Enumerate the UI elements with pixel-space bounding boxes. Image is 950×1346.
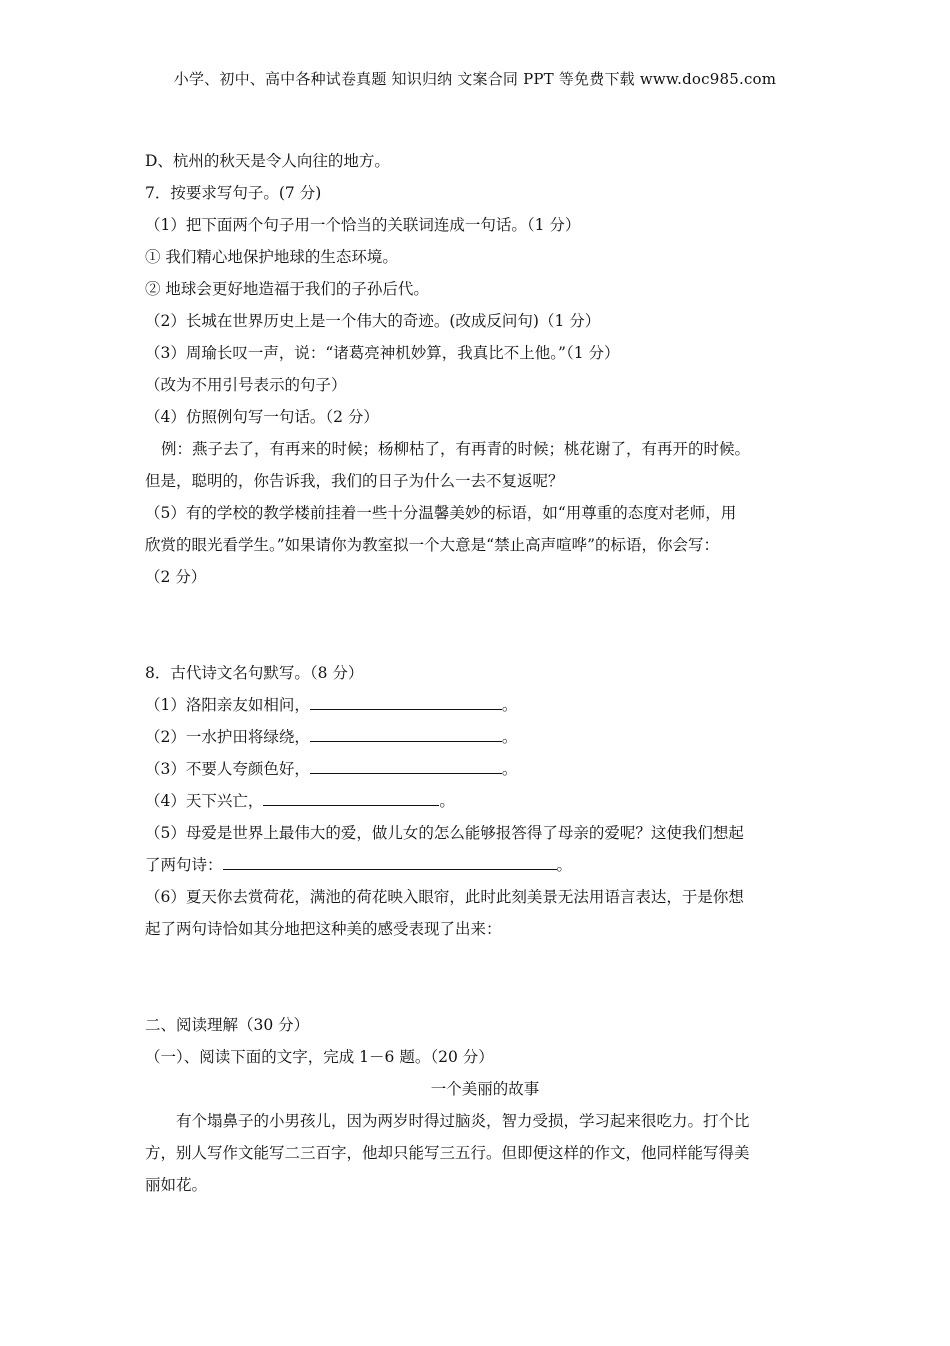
q7-example-line2: 但是，聪明的，你告诉我，我们的日子为什么一去不复返呢？ <box>145 472 564 490</box>
answer-blank[interactable] <box>223 854 557 870</box>
q7-title: 7．按要求写句子。(7 分) <box>145 184 322 202</box>
q7-part5-line1: （5）有的学校的教学楼前挂着一些十分温馨美妙的标语，如“用尊重的态度对老师，用 <box>145 504 737 522</box>
story-para-line2: 方，别人写作文能写二三百字，他却只能写三五行。但即便这样的作文，他同样能写得美 <box>145 1144 750 1162</box>
section2-sub1: （一）、阅读下面的文字，完成 1－6 题。（20 分） <box>145 1048 494 1066</box>
q8-item5-text: 了两句诗： <box>145 856 223 874</box>
q8-item1 <box>145 694 825 726</box>
answer-blank[interactable] <box>310 726 502 742</box>
section2-title: 二、阅读理解（30 分） <box>145 1016 310 1034</box>
q7-part1: （1）把下面两个句子用一个恰当的关联词连成一句话。（1 分） <box>145 216 581 234</box>
q7-part5-line3: （2 分） <box>145 568 207 586</box>
story-title: 一个美丽的故事 <box>430 1080 540 1098</box>
answer-blank[interactable] <box>310 758 502 774</box>
period: 。 <box>501 696 518 714</box>
q7-part5-line2: 欣赏的眼光看学生。”如果请你为教室拟一个大意是“禁止高声喧哗”的标语，你会写： <box>145 536 720 554</box>
period: 。 <box>556 856 573 874</box>
q7-part2: （2）长城在世界历史上是一个伟大的奇迹。(改成反问句)（1 分） <box>145 312 601 330</box>
page-header: 小学、初中、高中各种试卷真题 知识归纳 文案合同 PPT 等免费下载 www.doc985.com <box>173 70 777 88</box>
period: 。 <box>501 728 518 746</box>
q8-item4 <box>145 790 825 822</box>
q7-part3: （3）周瑜长叹一声，说：“诸葛亮神机妙算，我真比不上他。”（1 分） <box>145 344 620 362</box>
q8-title: 8．古代诗文名句默写。（8 分） <box>145 664 364 682</box>
q8-item2 <box>145 726 825 758</box>
q7-example-line1: 例：燕子去了，有再来的时候；杨柳枯了，有再青的时候；桃花谢了，有再开的时候。 <box>161 440 751 458</box>
period: 。 <box>439 792 455 810</box>
q7-part3-note: （改为不用引号表示的句子） <box>145 376 347 394</box>
answer-blank[interactable] <box>310 694 502 710</box>
q8-item6-line2: 起了两句诗恰如其分地把这种美的感受表现了出来： <box>145 920 502 938</box>
q8-item5-line2 <box>145 854 825 886</box>
period: 。 <box>501 760 518 778</box>
q8-item5-line1: （5）母爱是世界上最伟大的爱，做儿女的怎么能够报答得了母亲的爱呢？这使我们想起 <box>145 824 744 842</box>
q8-item4-text: （4）天下兴亡， <box>145 792 264 810</box>
q6-option-d: D、杭州的秋天是令人向往的地方。 <box>145 152 390 170</box>
document-body <box>145 150 825 1206</box>
q7-part4: （4）仿照例句写一句话。（2 分） <box>145 408 379 426</box>
q8-item2-text: （2）一水护田将绿绕， <box>145 728 310 746</box>
q8-item3 <box>145 758 825 790</box>
q8-item1-text: （1）洛阳亲友如相问， <box>145 696 310 714</box>
story-para-line3: 丽如花。 <box>145 1176 208 1194</box>
q7-sentence2: ② 地球会更好地造福于我们的子孙后代。 <box>145 280 429 298</box>
q7-sentence1: ① 我们精心地保护地球的生态环境。 <box>145 248 398 266</box>
q8-item3-text: （3）不要人夸颜色好， <box>145 760 310 778</box>
q8-item6-line1: （6）夏天你去赏荷花，满池的荷花映入眼帘，此时此刻美景无法用语言表达，于是你想 <box>145 888 744 906</box>
story-para-line1: 有个塌鼻子的小男孩儿，因为两岁时得过脑炎，智力受损，学习起来很吃力。打个比 <box>176 1112 750 1130</box>
answer-blank[interactable] <box>263 790 439 806</box>
